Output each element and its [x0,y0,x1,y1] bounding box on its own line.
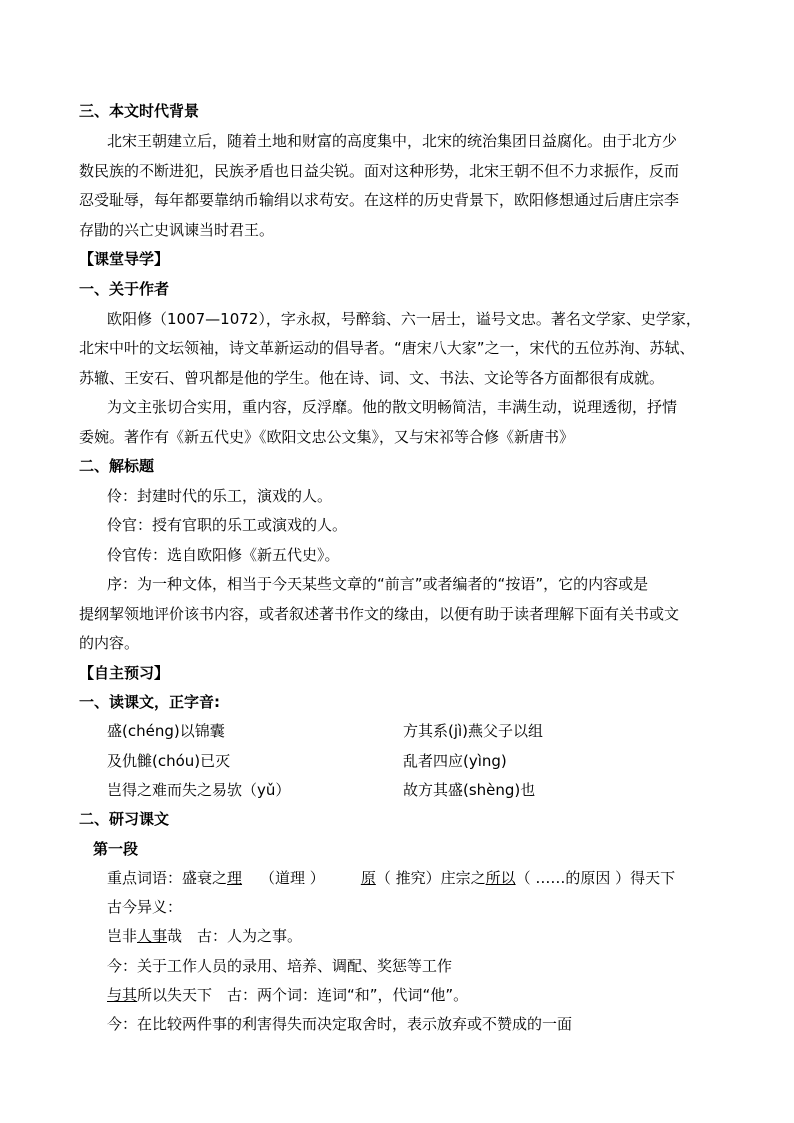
list-item: 故方其盛(shèng)也 [403,781,536,799]
list-item: 及仇雠(chóu)已灭 [107,752,231,770]
gujin-item-renshi: 岂非人事哉 古：人为之事。 [107,927,303,945]
gujin-yuqi-modern: 今：在比较两件事的利害得失而决定取舍时，表示放弃或不赞成的一面 [107,1015,573,1033]
list-item: 岂得之难而失之易欤（yǔ） [107,781,291,799]
ketang-heading: 【课堂导学】 [79,250,170,268]
key-word-yuan: 原 [360,869,376,887]
key-word-suoyi: 所以 [485,869,516,887]
gujin-item-yuqi: 与其所以失天下 古：两个词：连词“和”，代词“他”。 [107,986,469,1004]
paragraph-1-label: 第一段 [93,840,139,858]
gujin-label: 古今异义： [107,898,183,916]
list-item: 乱者四应(yìng) [403,752,507,770]
section-3-heading: 三、本文时代背景 [79,102,200,120]
key-words-line: 重点词语：盛衰之理 （道理 ） 原（ 推究）庄宗之所以（ ……的原因 ）得天下 [107,869,676,887]
author-heading: 一、关于作者 [79,280,170,298]
list-item: 方其系(jì)燕父子以组 [403,722,544,740]
key-word-li: 理 [227,869,243,887]
study-heading: 二、研习课文 [79,810,170,828]
zizhu-heading: 【自主预习】 [79,664,170,682]
list-item: 盛(chéng)以锦囊 [107,722,225,740]
title-explanation-heading: 二、解标题 [79,457,155,475]
gujin-renshi-modern: 今：关于工作人员的录用、培养、调配、奖惩等工作 [107,957,453,975]
read-heading: 一、读课文，正字音: [79,693,220,711]
